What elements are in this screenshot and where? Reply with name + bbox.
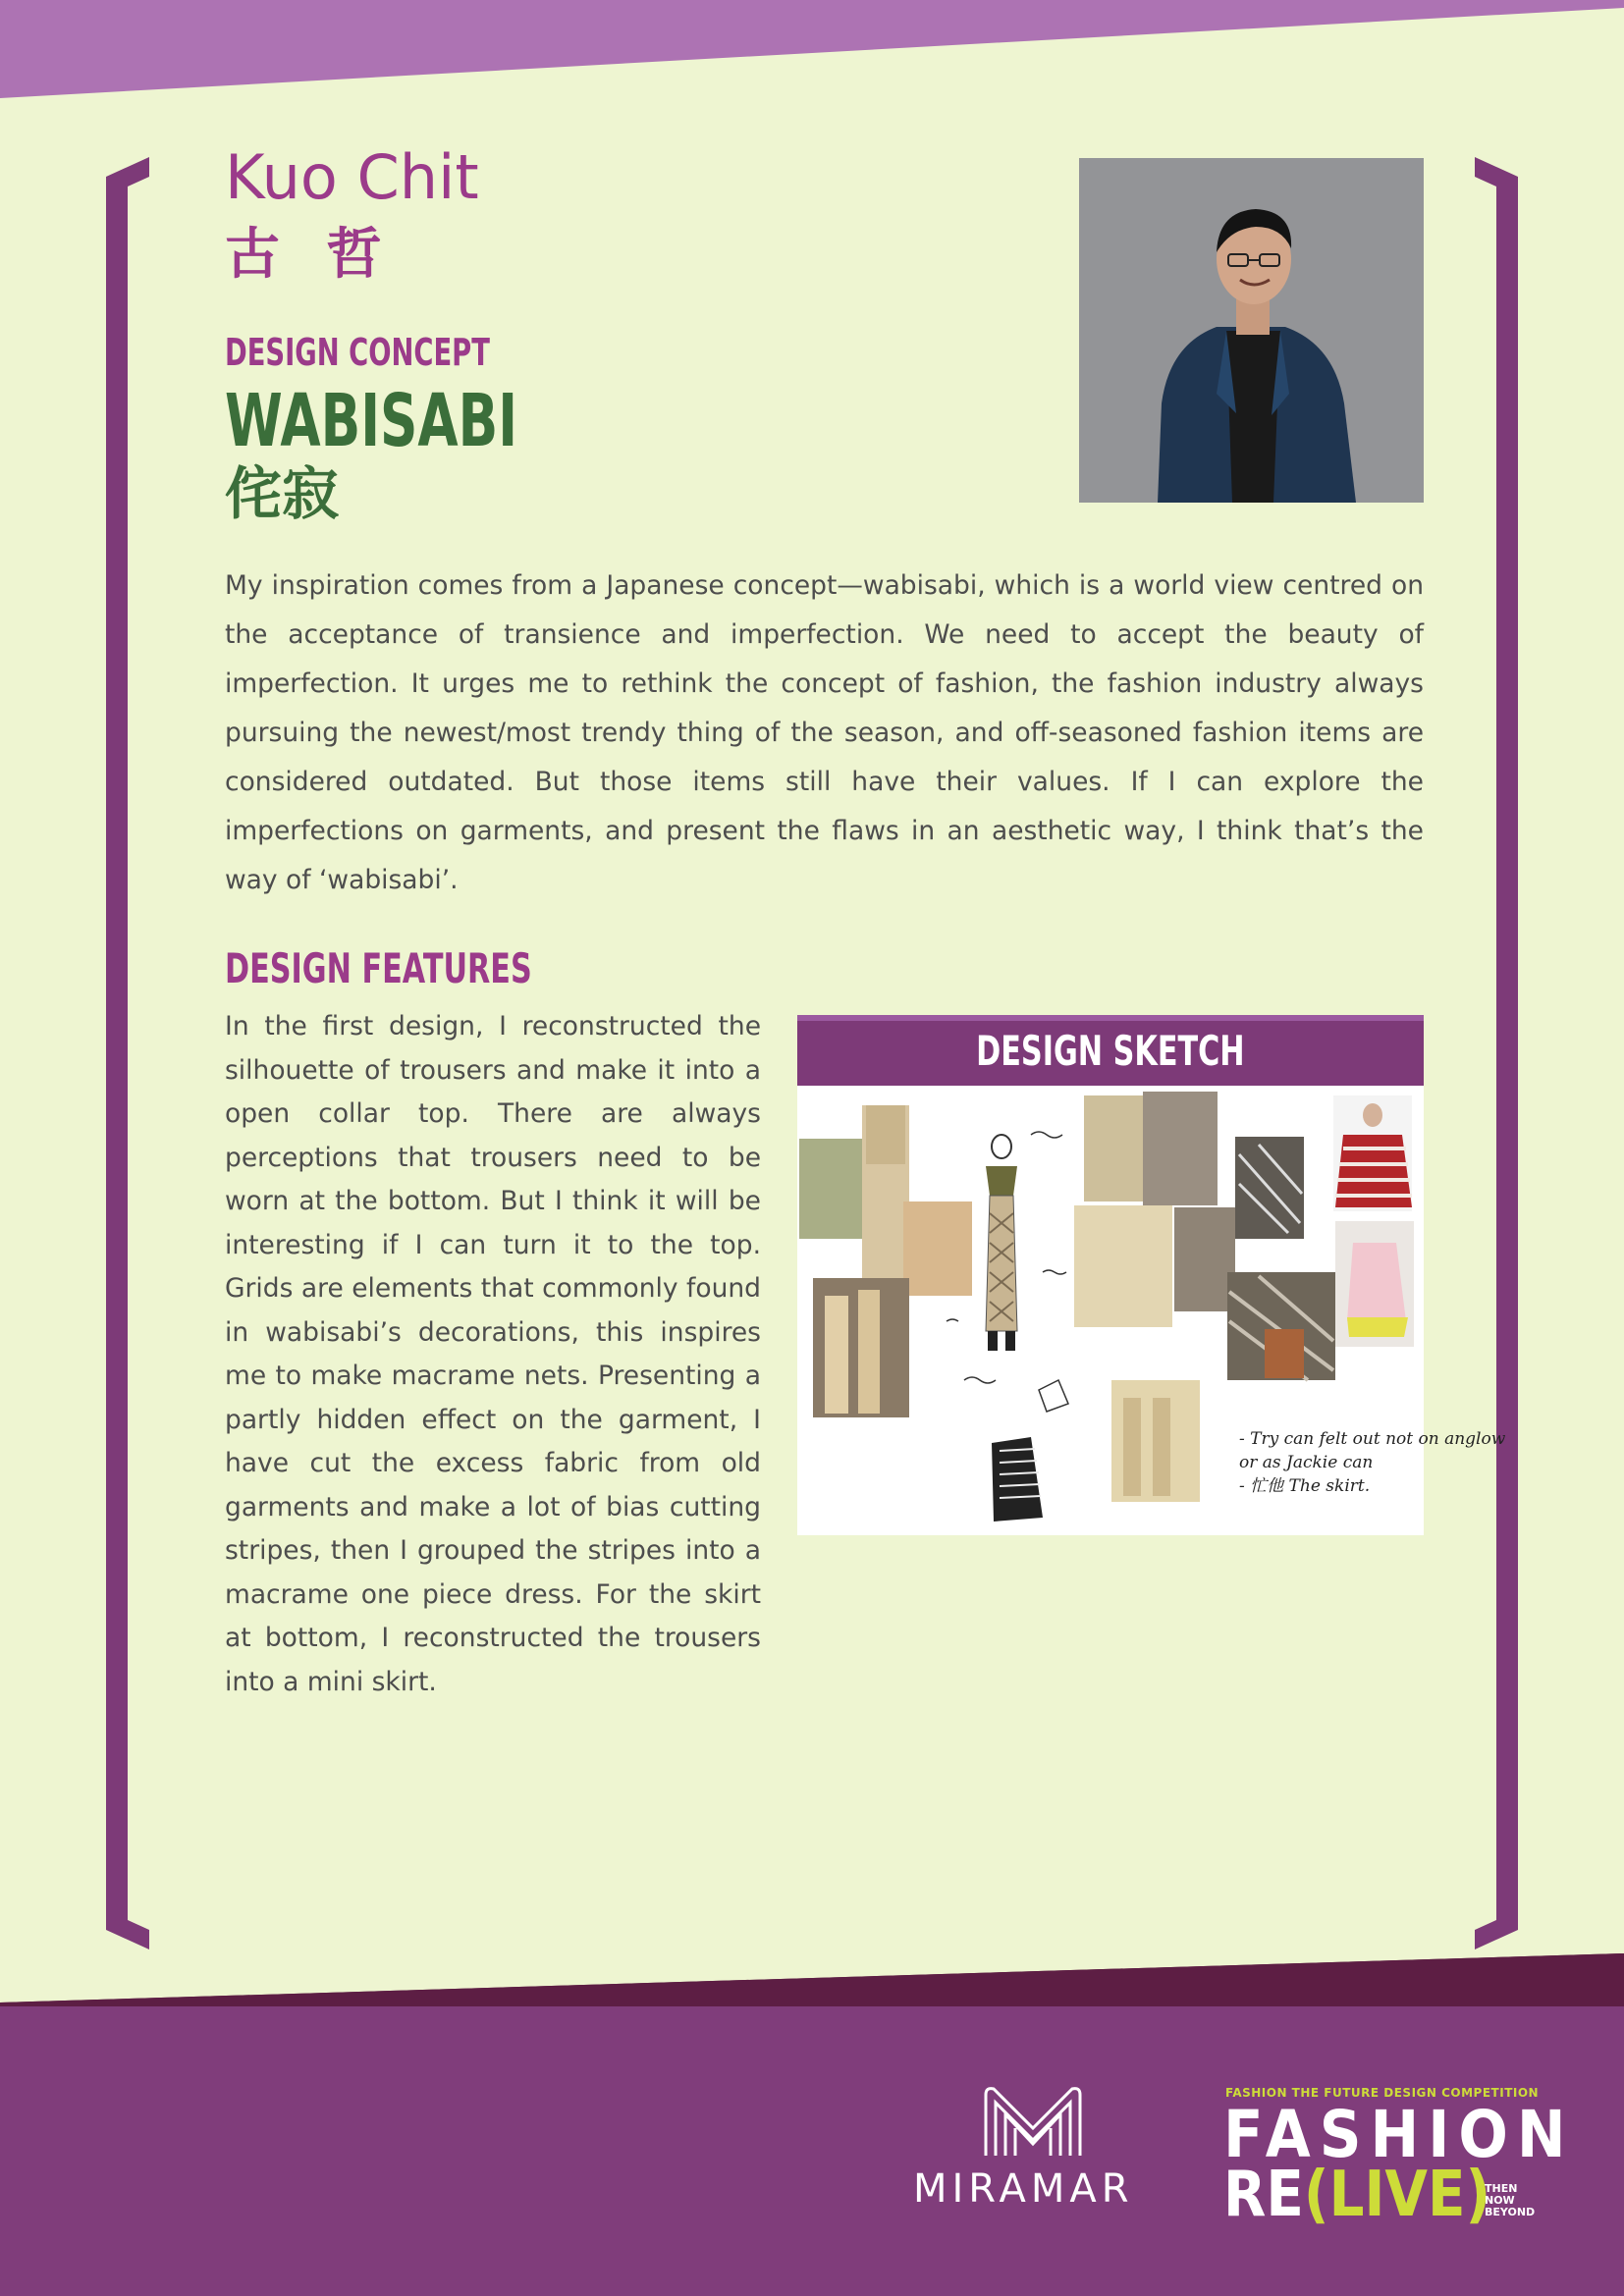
- miramar-logo-icon: [982, 2085, 1084, 2160]
- designer-name-en: Kuo Chit: [225, 141, 479, 213]
- sketch-handwritten-notes: - Try can felt out not on anglow or as Jackie can - 忙他 The skirt.: [1239, 1429, 1506, 1496]
- design-features-label: DESIGN FEATURES: [225, 944, 532, 992]
- portrait-illustration: [1079, 158, 1424, 503]
- design-concept-description: My inspiration comes from a Japanese concept—wabisabi, which is a world view centred on the acceptance of transience and imperfection. We need to accept the beauty of imperfection. It urges me to rethink the concept of fashion, the fashion industry always pursuing the newest/most trendy thing of the season, and off-seasoned fashion items are considered outdated. But those items still have their values. If I can explore the imperfections on garments, and present the flaws in an aesthetic way, I think that’s the way of ‘wabisabi’.: [225, 570, 1424, 895]
- design-sketch-header-accent: [797, 1015, 1424, 1021]
- designer-portrait-photo: [1079, 158, 1424, 503]
- left-bracket: [106, 157, 153, 1949]
- top-banner-band: [0, 0, 1624, 108]
- miramar-wordmark: MIRAMAR: [913, 2166, 1134, 2212]
- competition-title-relive: RE(LIVE): [1223, 2159, 1491, 2231]
- design-concept-label: DESIGN CONCEPT: [225, 331, 490, 374]
- design-sketch-title: DESIGN SKETCH: [976, 1027, 1245, 1075]
- competition-tagline: THEN NOW BEYOND: [1485, 2182, 1536, 2218]
- design-features-text: In the first design, I reconstructed the silhouette of trousers and make it into a open collar top. There are always perceptions that trousers need to be worn at the bottom. But I think it will be interesting if I can turn it to the top. Grids are elements that commonly found in wabisabi’s decorations, this inspires me to make macrame nets. Presenting a partly hidden effect on the garment, I have cut the excess fabric from old garments and make a lot of bias cutting stripes, then I grouped the stripes into a macrame one piece dress. For the skirt at bottom, I reconstructed the trousers into a mini skirt.: [225, 1011, 761, 1697]
- designer-name-zh: 古 哲: [225, 223, 396, 287]
- competition-subtitle: FASHION THE FUTURE DESIGN COMPETITION: [1225, 2086, 1540, 2100]
- design-concept-title-zh: 侘寂: [225, 460, 340, 527]
- competition-title-fashion: FASHION: [1223, 2097, 1575, 2172]
- right-bracket: [1471, 157, 1518, 1949]
- design-concept-title: WABISABI: [225, 379, 518, 463]
